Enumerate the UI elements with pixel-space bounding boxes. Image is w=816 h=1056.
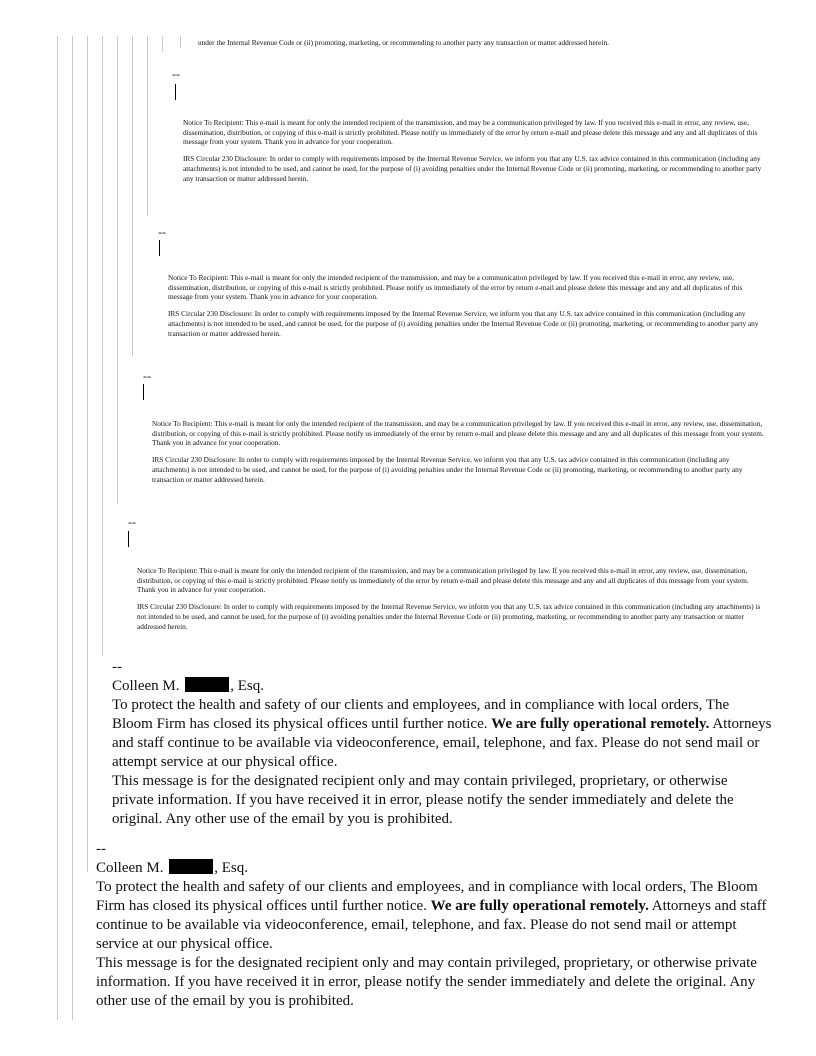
signature-block	[112, 658, 772, 829]
quote-bar	[72, 36, 73, 1020]
separator: --	[96, 841, 106, 857]
quote-bar	[132, 36, 133, 356]
redaction-box	[185, 677, 229, 692]
quote-bar	[87, 36, 88, 872]
quoted-footer	[137, 566, 767, 638]
irs-fragment: under the Internal Revenue Code or (ii) promoting, marketing, or recommending to another party any transaction or matter addressed herein.	[198, 38, 609, 47]
notice-to-recipient: Notice To Recipient: This e-mail is meant for only the intended recipient of the transmission, and may be a communication privileged by law. If you received this e-mail in error, any review, use, dissemination, distribution, or copying of this e-mail is strictly prohibited. Please notify us immediately of the error by return e-mail and please delete this message and any and all duplicates of this message from your system. Thank you in advance for your cooperation.	[137, 566, 749, 595]
signature-name: Colleen M. , Esq.	[112, 678, 264, 694]
privacy-notice: This message is for the designated recipient only and may contain privileged, proprietary, or otherwise private information. If you have received it in error, please notify the sender immediately and delete the original. Any other use of the email by you is prohibited.	[112, 773, 734, 827]
irs-disclosure: IRS Circular 230 Disclosure: In order to comply with requirements imposed by the Internal Revenue Service, we inform you that any U.S. tax advice contained in this communication (including any attachments) is not intended to be used, and cannot be used, for the purpose of (i) avoiding penalties under the Internal Revenue Code or (ii) promoting, marketing, or recommending to another party any transaction or matter addressed herein.	[168, 309, 759, 338]
notice-to-recipient: Notice To Recipient: This e-mail is meant for only the intended recipient of the transmission, and may be a communication privileged by law. If you received this e-mail in error, any review, use, dissemination, distribution, or copying of this e-mail is strictly prohibited. Please notify us immediately of the error by return e-mail and please delete this message and any and all duplicates of this message from your system. Thank you in advance for your cooperation.	[152, 419, 764, 448]
separator: --	[128, 515, 136, 529]
separator: --	[143, 369, 151, 383]
notice-to-recipient: Notice To Recipient: This e-mail is meant for only the intended recipient of the transmission, and may be a communication privileged by law. If you received this e-mail in error, any review, use, dissemination, distribution, or copying of this e-mail is strictly prohibited. Please notify us immediately of the error by return e-mail and please delete this message and any and all duplicates of this message from your system. Thank you in advance for your cooperation.	[168, 273, 743, 302]
quote-bar	[162, 36, 163, 52]
notice-to-recipient: Notice To Recipient: This e-mail is meant for only the intended recipient of the transmission, and may be a communication privileged by law. If you received this e-mail in error, any review, use, dissemination, distribution, or copying of this e-mail is strictly prohibited. Please notify us immediately of the error by return e-mail and please delete this message and any and all duplicates of this message from your system. Thank you in advance for your cooperation.	[183, 118, 758, 147]
signature-block	[96, 840, 768, 1011]
caret-marker	[143, 384, 144, 400]
quote-bar	[117, 36, 118, 504]
quoted-footer	[168, 273, 768, 345]
quote-bar	[147, 36, 148, 216]
irs-disclosure: IRS Circular 230 Disclosure: In order to comply with requirements imposed by the Internal Revenue Service, we inform you that any U.S. tax advice contained in this communication (including any attachments) is not intended to be used, and cannot be used, for the purpose of (i) avoiding penalties under the Internal Revenue Code or (ii) promoting, marketing, or recommending to another party any transaction or matter addressed herein.	[152, 455, 743, 484]
caret-marker	[159, 240, 160, 256]
caret-marker	[128, 531, 129, 547]
separator: --	[158, 225, 166, 239]
quote-bar	[57, 36, 58, 1020]
privacy-notice: This message is for the designated recipient only and may contain privileged, proprietary, or otherwise private information. If you have received it in error, please notify the sender immediately and delete the original. Any other use of the email by you is prohibited.	[96, 955, 757, 1009]
quoted-footer	[152, 419, 768, 491]
office-closure-notice: To protect the health and safety of our clients and employees, and in compliance with local orders, The Bloom Firm has closed its physical offices until further notice. We are fully operational remotely. Attorneys and staff continue to be available via videoconference, email, telephone, and fax. Please do not send mail or attempt service at our physical office.	[96, 879, 767, 952]
irs-disclosure: IRS Circular 230 Disclosure: In order to comply with requirements imposed by the Internal Revenue Service, we inform you that any U.S. tax advice contained in this communication (including any attachments) is not intended to be used, and cannot be used, for the purpose of (i) avoiding penalties under the Internal Revenue Code or (ii) promoting, marketing, or recommending to another party any transaction or matter addressed herein.	[137, 602, 761, 631]
redaction-box	[169, 859, 213, 874]
quoted-fragment	[198, 38, 788, 55]
quote-bar	[180, 36, 181, 48]
separator: --	[172, 67, 180, 81]
quoted-footer	[183, 118, 768, 190]
caret-marker	[175, 84, 176, 100]
irs-disclosure: IRS Circular 230 Disclosure: In order to comply with requirements imposed by the Internal Revenue Service, we inform you that any U.S. tax advice contained in this communication (including any attachments) is not intended to be used, and cannot be used, for the purpose of (i) avoiding penalties under the Internal Revenue Code or (ii) promoting, marketing, or recommending to another party any transaction or matter addressed herein.	[183, 154, 762, 183]
quote-bar	[102, 36, 103, 656]
separator: --	[112, 659, 122, 675]
office-closure-notice: To protect the health and safety of our clients and employees, and in compliance with local orders, The Bloom Firm has closed its physical offices until further notice. We are fully operational remotely. Attorneys and staff continue to be available via videoconference, email, telephone, and fax. Please do not send mail or attempt service at our physical office.	[112, 697, 772, 770]
signature-name: Colleen M. , Esq.	[96, 860, 248, 876]
